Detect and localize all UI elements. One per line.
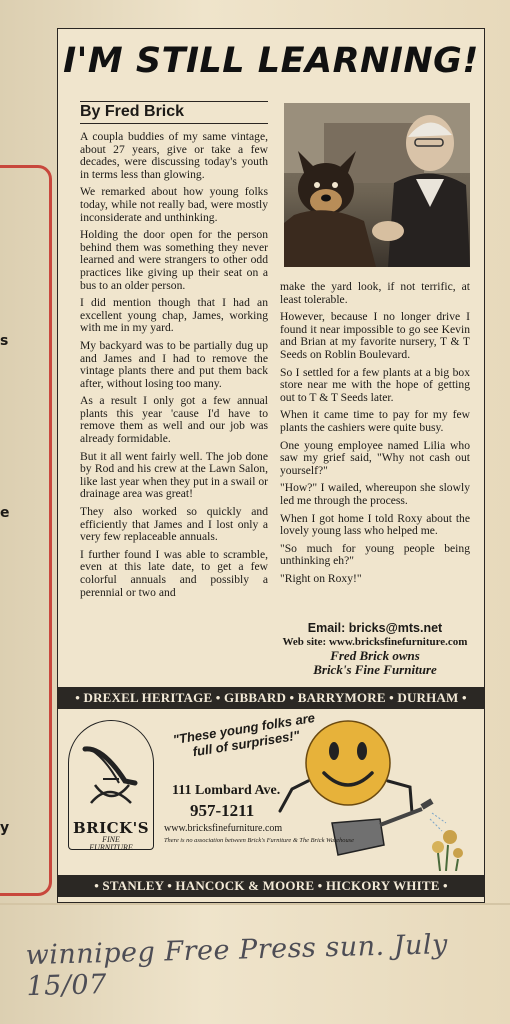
adjacent-ad-fragment: e	[0, 505, 10, 521]
article-column-right	[280, 281, 470, 590]
author-with-dog-image	[284, 103, 470, 267]
paragraph: But it all went fairly well. The job done by Rod and his crew at the Lawn Salon, like last year when they put in a swail or drainage area was great!	[80, 449, 268, 501]
byline-rule	[80, 101, 268, 102]
handwritten-source-note: winnipeg Free Press sun. July 15/07	[25, 929, 449, 1003]
paragraph: One young employee named Lilia who saw my grief said, "Why not cash out yourself?"	[280, 438, 470, 477]
paragraph: A coupla buddies of my same vintage, about 27 years, give or take a few decades, were discussing today's youth in terms less than glowing.	[80, 130, 268, 181]
author-sign-off	[280, 621, 470, 677]
article-column-left	[80, 131, 268, 604]
paragraph: They also worked so quickly and efficiently that James and I lost only a very few replaceable annuals.	[80, 505, 268, 544]
adjacent-ad-fragment: y	[0, 820, 10, 836]
store-address: 111 Lombard Ave.	[172, 783, 281, 798]
owner-line: Fred Brick owns	[330, 648, 420, 663]
paragraph: When it came time to pay for my few plants the cashiers were quite busy.	[280, 408, 470, 434]
author-email: Email: bricks@mts.net	[307, 621, 443, 635]
paragraph: I did mention though that I had an excellent young chap, James, working with me in my yard.	[80, 296, 268, 335]
byline: By Fred Brick	[80, 103, 268, 124]
page-fold	[0, 903, 510, 905]
author-website: Web site: www.bricksfinefurniture.com	[282, 636, 468, 648]
paragraph: I further found I was able to scramble, even at this late date, to get a few colorful annuals and possibly a perennial or two and	[80, 547, 268, 599]
brands-band-bottom: • STANLEY • HANCOCK & MOORE • HICKORY WHITE •	[58, 875, 484, 897]
logo-subtitle	[68, 836, 154, 852]
ad-disclaimer: There is no association between Brick's Furniture & The Brick Warehouse	[164, 837, 354, 844]
store-phone: 957-1211	[190, 801, 255, 820]
owner-line: Brick's Fine Furniture	[313, 662, 437, 677]
paragraph: "How?" I wailed, whereupon she slowly led me through the process.	[280, 481, 470, 507]
brands-band-top: • DREXEL HERITAGE • GIBBARD • BARRYMORE • DURHAM •	[58, 687, 484, 709]
paragraph: However, because I no longer drive I found it near impossible to go see Kevin and Brian at my favorite nursery, T & T Seeds on Roblin Boulevard.	[280, 310, 470, 361]
paragraph: "Right on Roxy!"	[280, 571, 362, 585]
paragraph: So I settled for a few plants at a big box store near me with the hope of getting out to T & T Seeds later.	[280, 365, 470, 404]
paragraph: make the yard look, if not terrific, at least tolerable.	[280, 280, 470, 306]
chair-icon	[69, 721, 151, 821]
logo-fine: FINE	[102, 835, 120, 844]
paragraph: My backyard was to be partially dug up and James and I had to remove the vintage plants there and put them back after, without losing too many.	[80, 338, 268, 390]
paragraph: As a result I only got a few annual plants this year 'cause I'd have to remove them as well and our job was already formidable.	[80, 394, 268, 446]
store-website: www.bricksfinefurniture.com	[164, 823, 283, 834]
furniture-ad	[58, 709, 484, 875]
adjacent-ad-fragment: s	[0, 333, 9, 349]
smiley-watering-can-icon	[272, 711, 472, 871]
paragraph: Holding the door open for the person behind them was something they never learned and were strangers to other odd practices like giving up their seat on a bus to an older person.	[80, 228, 268, 292]
author-photo	[284, 103, 470, 267]
headline: I'M STILL LEARNING!	[63, 41, 479, 81]
logo-furniture: FURNITURE	[89, 843, 133, 852]
paragraph: We remarked about how young folks today, while not really bad, were mostly inconsiderate and unthinking.	[80, 185, 268, 224]
logo-brand: BRICK'S	[72, 819, 150, 837]
paragraph: "So much for young people being unthinking eh?"	[280, 541, 470, 568]
adjacent-ad-border	[0, 165, 52, 896]
ad-quote: "These young folks are full of surprises!"	[171, 709, 316, 760]
paragraph: When I got home I told Roxy about the lovely young lass who helped me.	[280, 511, 470, 538]
article-box	[57, 28, 485, 903]
